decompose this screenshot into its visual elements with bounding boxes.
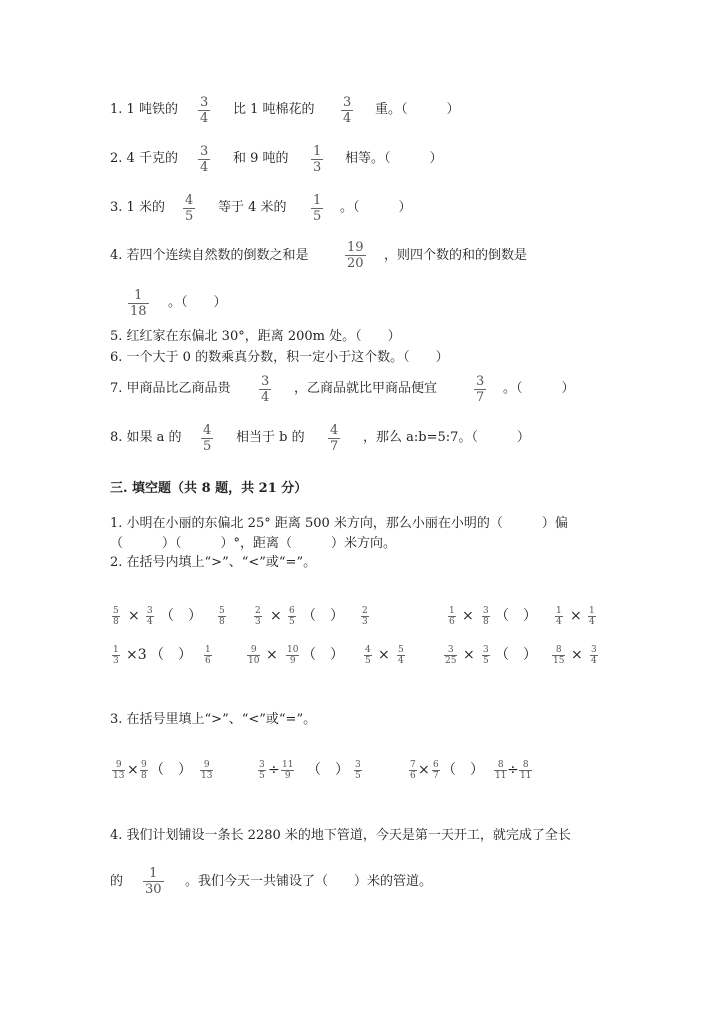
fraction: 3 5 xyxy=(483,645,489,666)
blank[interactable]: （ ） xyxy=(160,608,202,624)
times-sign: × xyxy=(570,608,582,624)
blank[interactable]: （ ） xyxy=(442,762,484,778)
times-sign: × xyxy=(128,608,140,624)
fraction: 4 7 xyxy=(330,423,339,454)
judge-q2-end: 相等。（ ） xyxy=(345,151,443,166)
blank[interactable]: （ ） xyxy=(495,647,537,663)
times-sign: × xyxy=(127,762,139,778)
divide-sign: ÷ xyxy=(268,762,280,778)
blank[interactable]: （ ） xyxy=(302,647,344,663)
fraction: 6 7 xyxy=(433,760,439,781)
blank[interactable]: （ ） xyxy=(307,762,349,778)
blank[interactable]: （ ） xyxy=(302,608,344,624)
fill-q4-line2b: 。我们今天一共铺设了（ ）米的管道。 xyxy=(185,874,433,889)
judge-q1: 1. 1 吨铁的 xyxy=(110,102,178,117)
judge-q3: 3. 1 米的 xyxy=(110,200,165,215)
fraction: 5 4 xyxy=(398,645,404,666)
divide-sign: ÷ xyxy=(507,762,519,778)
judge-q7: 7. 甲商品比乙商品贵 xyxy=(110,381,231,396)
fraction: 3 4 xyxy=(591,645,597,666)
fraction: 3 4 xyxy=(200,95,209,126)
times-sign: × xyxy=(378,647,390,663)
fraction: 2 3 xyxy=(362,606,368,627)
fraction: 3 4 xyxy=(200,144,209,175)
fraction: 10 9 xyxy=(287,645,299,666)
fill-q4-line2a: 的 xyxy=(110,874,124,889)
blank[interactable]: （ ） xyxy=(150,762,192,778)
fill-q1-line2: （ ）（ ）°，距离（ ）米方向。 xyxy=(110,536,397,551)
fraction: 9 10 xyxy=(248,645,260,666)
fraction: 1 6 xyxy=(205,645,211,666)
judge-q4: 4. 若四个连续自然数的倒数之和是 xyxy=(110,248,309,263)
fraction: 1 3 xyxy=(313,144,322,175)
fraction: 1 4 xyxy=(589,606,595,627)
fraction: 9 8 xyxy=(141,760,147,781)
fraction: 8 15 xyxy=(553,645,565,666)
judge-q3-mid: 等于 4 米的 xyxy=(218,200,287,215)
fraction: 7 6 xyxy=(410,760,416,781)
fraction: 4 5 xyxy=(185,193,194,224)
times-sign: × xyxy=(462,608,474,624)
fraction: 1 6 xyxy=(449,606,455,627)
fraction: 9 13 xyxy=(201,760,213,781)
fill-q4-line1: 4. 我们计划铺设一条长 2280 米的地下管道，今天是第一天开工，就完成了全长 xyxy=(110,828,571,843)
judge-q3-end: 。（ ） xyxy=(340,200,412,215)
judge-q4-end: ，则四个数的和的倒数是 xyxy=(384,248,528,263)
judge-q1-mid: 比 1 吨棉花的 xyxy=(233,102,315,117)
fraction: 3 8 xyxy=(483,606,489,627)
fraction: 4 5 xyxy=(365,645,371,666)
section-heading: 三. 填空题（共 8 题，共 21 分） xyxy=(110,481,308,496)
fraction: 5 8 xyxy=(113,606,119,627)
fraction: 4 5 xyxy=(203,423,212,454)
fraction: 8 11 xyxy=(520,760,532,781)
fraction: 5 8 xyxy=(219,606,225,627)
fraction: 1 5 xyxy=(313,193,322,224)
fraction: 1 18 xyxy=(130,288,147,319)
fraction: 8 11 xyxy=(495,760,507,781)
fraction: 3 5 xyxy=(355,760,361,781)
judge-q7-mid: ，乙商品就比甲商品便宜 xyxy=(294,381,438,396)
times-sign: × xyxy=(571,647,583,663)
fraction: 9 13 xyxy=(113,760,125,781)
fraction: 3 7 xyxy=(476,374,485,405)
fraction: 1 3 xyxy=(113,645,119,666)
judge-q6: 6. 一个大于 0 的数乘真分数，积一定小于这个数。（ ） xyxy=(110,350,449,365)
fraction: 3 25 xyxy=(445,645,457,666)
times-sign: × xyxy=(270,608,282,624)
judge-q8: 8. 如果 a 的 xyxy=(110,430,182,445)
fraction: 1 30 xyxy=(145,866,162,897)
judge-q4-tail: 。（ ） xyxy=(168,295,227,310)
judge-q7-end: 。（ ） xyxy=(503,381,575,396)
judge-q5: 5. 红红家在东偏北 30°，距离 200m 处。（ ） xyxy=(110,329,401,344)
fill-q2: 2. 在括号内填上“>”、“<”或“=”。 xyxy=(110,555,317,570)
fraction: 3 4 xyxy=(147,606,153,627)
blank[interactable]: （ ） xyxy=(150,647,192,663)
times-sign: × xyxy=(418,762,430,778)
blank[interactable]: （ ） xyxy=(495,608,537,624)
judge-q8-end: ，那么 a:b=5:7。（ ） xyxy=(363,430,530,445)
times-three: ×3 xyxy=(126,647,147,663)
fraction: 6 5 xyxy=(289,606,295,627)
fill-q1-line1: 1. 小明在小丽的东偏北 25° 距离 500 米方向，那么小丽在小明的（ ）偏 xyxy=(110,516,568,531)
fraction: 11 9 xyxy=(282,760,294,781)
fraction: 19 20 xyxy=(347,240,364,271)
judge-q2-mid: 和 9 吨的 xyxy=(233,151,289,166)
judge-q2: 2. 4 千克的 xyxy=(110,151,178,166)
fraction: 3 4 xyxy=(261,374,270,405)
fraction: 3 5 xyxy=(259,760,265,781)
fill-q3: 3. 在括号里填上“>”、“<”或“=”。 xyxy=(110,712,317,727)
times-sign: × xyxy=(266,647,278,663)
judge-q1-end: 重。（ ） xyxy=(375,102,460,117)
times-sign: × xyxy=(463,647,475,663)
fraction: 1 4 xyxy=(556,606,562,627)
judge-q8-mid: 相当于 b 的 xyxy=(236,430,305,445)
fraction: 2 3 xyxy=(255,606,261,627)
fraction: 3 4 xyxy=(343,95,352,126)
